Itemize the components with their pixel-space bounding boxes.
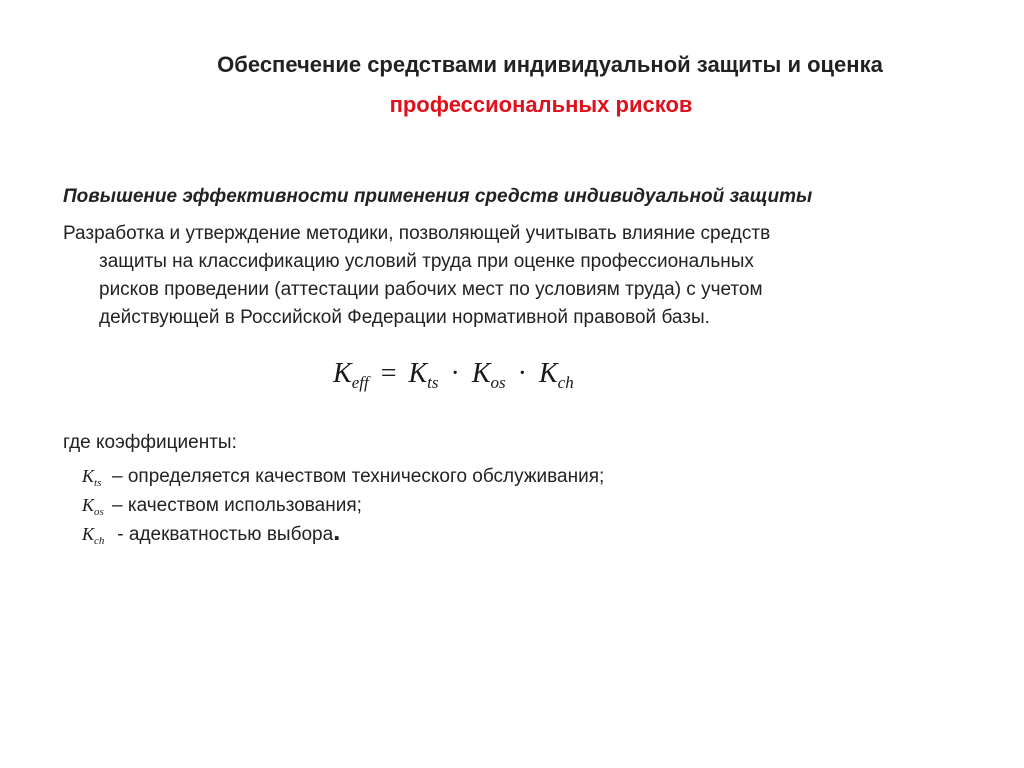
intro-line-3: рисков проведении (аттестации рабочих мест по условиям труда) с учетом — [99, 279, 763, 300]
coefficient-symbol: $K_{os}$ — [82, 495, 104, 518]
coefficient-description: – определяется качеством технического обслуживания; — [112, 466, 605, 487]
formula-term-ch: $K_{ch}$ — [538, 358, 574, 392]
intro-line-4: действующей в Российской Федерации нормативной правовой базы. — [99, 307, 710, 328]
coefficient-symbol: $K_{ts}$ — [82, 466, 102, 489]
coefficient-item-ts — [82, 466, 604, 489]
intro-line-2: защиты на классификацию условий труда при оценке профессиональных — [99, 251, 754, 272]
coefficient-symbol: $K_{ch}$ — [82, 524, 105, 547]
formula-term-ts: $K_{ts}$ — [408, 358, 439, 392]
formula-dot: · — [517, 358, 527, 389]
coefficient-description: - адекватностью выбора — [112, 524, 334, 545]
formula-equals: = — [380, 358, 397, 389]
efficiency-formula — [333, 358, 574, 393]
formula-term-os: $K_{os}$ — [471, 358, 506, 392]
slide-title-line-2: профессиональных рисков — [389, 92, 693, 117]
coefficient-item-ch: $K_{ch}$ - адекватностью выбора . — [82, 516, 341, 547]
intro-paragraph — [63, 220, 943, 332]
section-subheading: Повышение эффективности применения средств индивидуальной защиты — [63, 186, 813, 207]
coefficient-item-os — [82, 495, 362, 518]
coefficient-description: – качеством использования; — [112, 495, 362, 516]
coefficients-label: где коэффициенты: — [63, 432, 237, 453]
formula-lhs: $K_{eff}$ — [333, 358, 369, 392]
intro-line-1: Разработка и утверждение методики, позволяющей учитывать влияние средств — [63, 223, 771, 244]
slide-title-line-1: Обеспечение средствами индивидуальной защиты и оценка — [217, 52, 883, 77]
formula-dot: · — [450, 358, 460, 389]
